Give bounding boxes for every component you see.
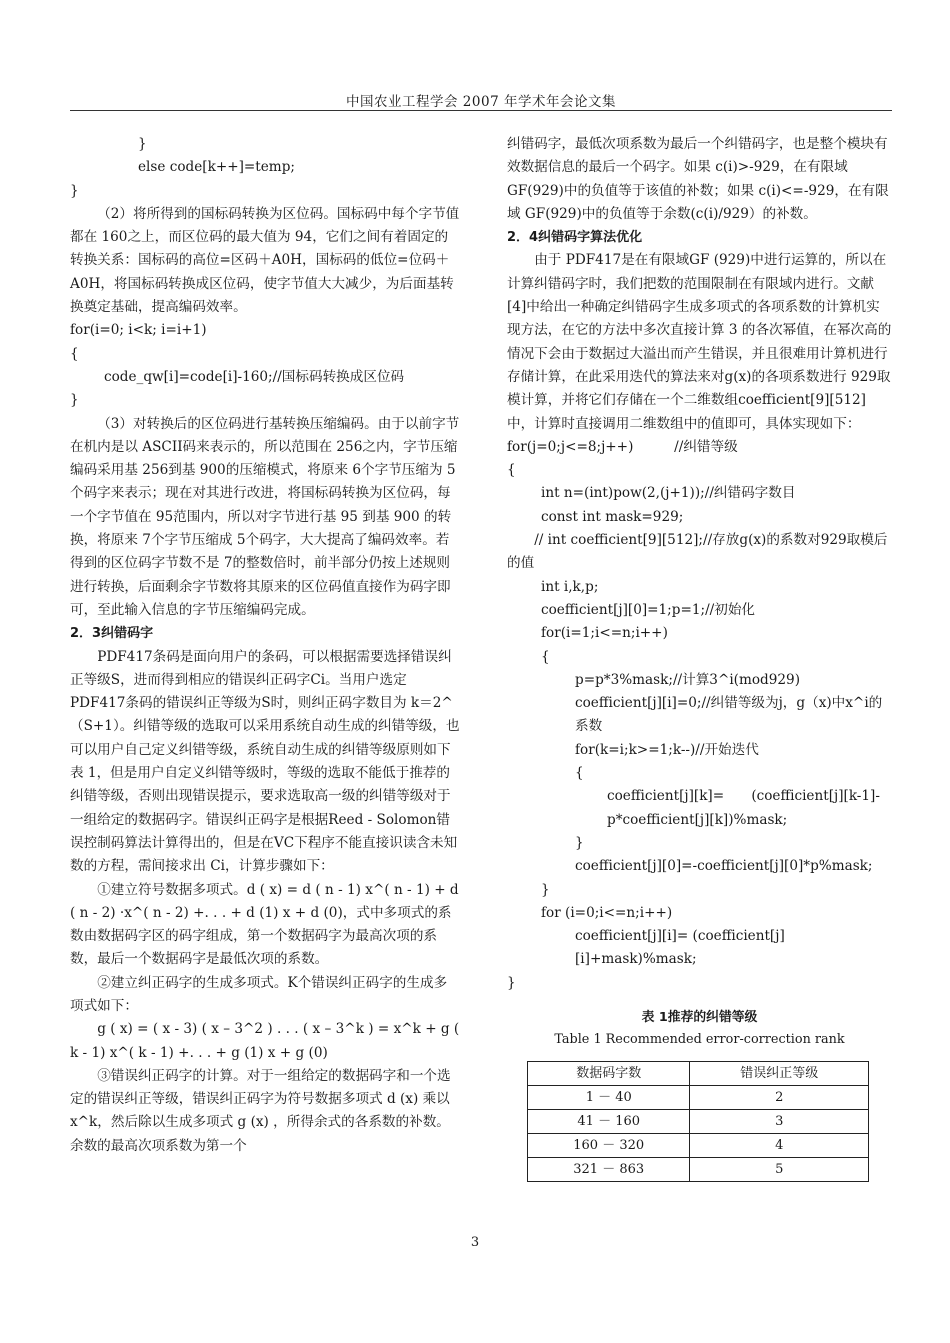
section-heading: 2．3纠错码字 — [70, 626, 154, 642]
code-line: int i,k,p; — [541, 578, 599, 595]
right-column — [507, 133, 892, 1182]
paragraph: 由于 PDF417是在有限域GF (929)中进行运算的，所以在计算纠错码字时，我们把数的范围限制在有限域内进行。文献 [4]中给出一种确定纠错码字生成多项式的各项系数的计算机实现方法，在它的方法中多次直接计算 3 的各次幂值，在幂次高的情况下会由于数据过大溢出而产生错误，并且很难用计算机进行存储计算，在此采用迭代的算法来对g(x)的各项系数进行 929取模计算，并将它们存储在一个二维数组coefficient[9][512]中，计算时直接调用二维数组中的值即可，具体实现如下： — [507, 252, 892, 432]
code-line: } — [541, 881, 550, 898]
code-line: coefficient[j][0]=-coefficient[j][0]*p%mask; — [575, 858, 873, 875]
table-row — [528, 1133, 869, 1157]
table-header-cell: 数据码字数 — [528, 1061, 690, 1085]
code-line: for(j=0;j<=8;j++) //纠错等级 — [507, 438, 738, 455]
code-line: else code[k++]=temp; — [138, 159, 295, 176]
code-line: int n=(int)pow(2,(j+1));//纠错码字数目 — [541, 485, 796, 502]
table-caption-en: Table 1 Recommended error-correction rank — [554, 1031, 845, 1047]
code-line: for (i=0;i<=n;i++) — [541, 904, 673, 921]
code-line: coefficient[j][i]= (coefficient[j][i]+mask)%mask; — [575, 928, 785, 968]
code-line: for(k=i;k>=1;k--)//开始迭代 — [575, 741, 759, 758]
error-correction-table — [527, 1061, 869, 1182]
running-header: 中国农业工程学会 2007 年学术年会论文集 — [346, 94, 616, 110]
code-line: p=p*3%mask;//计算3^i(mod929) — [575, 671, 801, 688]
code-line: for(i=0; i<k; i=i+1) — [70, 322, 207, 339]
paragraph: ①建立符号数据多项式。d ( x) = d ( n - 1) x^( n - 1) + d ( n - 2) ·x^( n - 2) +. . . + d (1) x + d (0)，式中多项式的系数由数据码字区的码字组成，第一个数据码字为最高次项的系数，最后一个数据码字是最低次项的系数。 — [70, 881, 459, 968]
paragraph: PDF417条码是面向用户的条码，可以根据需要选择错误纠正等级S，进而得到相应的错误纠正码字Ci。当用户选定 PDF417条码的错误纠正等级为S时，则纠正码字数目为 k＝2^（S+1）。纠错等级的选取可以采用系统自动生成的纠错等级，也可以用户自己定义纠错等级，系统自动生成的纠错等级原则如下表 1，但是用户自定义纠错等级时，等级的选取不能低于推荐的纠错等级，否则出现错误提示，要求选取高一级的纠错等级对于一组给定的数据码字。错误纠正码字是根据Reed - Solomon错误控制码算法计算得出的，但是在VC下程序不能直接识读含未知数的方程，需间接求出 Ci，计算步骤如下： — [70, 648, 460, 875]
code-line: } — [507, 974, 516, 991]
section-heading: 2．4纠错码字算法优化 — [507, 230, 643, 246]
code-line: { — [575, 765, 584, 782]
paragraph: （2）将所得到的国标码转换为区位码。国标码中每个字节值都在 160之上，而区位码的最大值为 94，它们之间有着固定的转换关系：国标码的高位=区码＋A0H，国标码的低位=位码＋A0H，将国标码转换成区位码，使字节值大大减少，为后面基转换奠定基础，提高编码效率。 — [70, 205, 460, 316]
table-cell: 3 — [690, 1109, 869, 1133]
page-number: 3 — [470, 1235, 480, 1250]
header-rule — [70, 110, 892, 111]
code-line: { — [70, 345, 79, 362]
code-line: { — [541, 648, 550, 665]
paragraph: ②建立纠正码字的生成多项式。K个错误纠正码字的生成多项式如下： — [70, 974, 448, 1014]
code-line: // int coefficient[9][512];//存放g(x)的系数对929取模后的值 — [507, 532, 888, 572]
table-cell: 1 － 40 — [528, 1085, 690, 1109]
table-row — [528, 1157, 869, 1181]
paragraph: 纠错码字，最低次项系数为最后一个纠错码字，也是整个模块有效数据信息的最后一个码字。如果 c(i)>-929，在有限域 GF(929)中的负值等于该值的补数；如果 c(i)<=-929，在有限域 GF(929)中的负值等于余数(c(i)/929）的补数。 — [507, 136, 889, 222]
code-line: coefficient[j][i]=0;//纠错等级为j，g（x)中x^i的系数 — [575, 695, 883, 735]
table-caption-cn: 表 1推荐的纠错等级 — [641, 1009, 758, 1025]
table-cell: 5 — [690, 1157, 869, 1181]
paragraph: （3）对转换后的区位码进行基转换压缩编码。由于以前字节在机内是以 ASCII码来表示的，所以范围在 256之内，字节压缩编码采用基 256到基 900的压缩模式，将原来 6个字节压缩为 5个码字来表示；现在对其进行改进，将国标码转换为区位码，每一个字节值在 95范围内，所以对字节进行基 95 到基 900 的转换，将原来 7个字节压缩成 5个码字，大大提高了编码效率。若得到的区位码字节数不是 7的整数倍时，前半部分仍按上述规则进行转换，后面剩余字节数将其原来的区位码值直接作为码字即可，至此输入信息的字节压缩编码完成。 — [70, 415, 460, 618]
table-row — [528, 1085, 869, 1109]
code-line: { — [507, 462, 516, 479]
table-row — [528, 1109, 869, 1133]
code-line: } — [575, 834, 584, 851]
table-cell: 321 － 863 — [528, 1157, 690, 1181]
left-column — [70, 133, 460, 1158]
code-line: code_qw[i]=code[i]-160;//国标码转换成区位码 — [104, 368, 405, 385]
paragraph: ③错误纠正码字的计算。对于一组给定的数据码字和一个选定的错误纠正等级，错误纠正码字为符号数据多项式 d (x) 乘以 x^k，然后除以生成多项式 g (x) ，所得余式的各系数的补数。余数的最高次项系数为第一个 — [70, 1067, 451, 1154]
table-header-row — [528, 1061, 869, 1085]
code-line: coefficient[j][0]=1;p=1;//初始化 — [541, 601, 756, 618]
table-cell: 41 － 160 — [528, 1109, 690, 1133]
table-cell: 160 － 320 — [528, 1133, 690, 1157]
formula: g ( x) = ( x - 3) ( x – 3^2 ) . . . ( x – 3^k ) = x^k + g ( k - 1) x^( k - 1) +. . . + g (1) x + g (0) — [70, 1021, 460, 1061]
table-cell: 4 — [690, 1133, 869, 1157]
table-header-cell: 错误纠正等级 — [690, 1061, 869, 1085]
code-line: } — [138, 136, 147, 152]
code-line: coefficient[j][k]= (coefficient[j][k-1]-p*coefficient[j][k])%mask; — [607, 788, 880, 828]
code-line: for(i=1;i<=n;i++) — [541, 625, 668, 642]
table-cell: 2 — [690, 1085, 869, 1109]
code-line: } — [70, 392, 79, 409]
code-line: const int mask=929; — [541, 508, 684, 525]
code-line: } — [70, 182, 79, 199]
